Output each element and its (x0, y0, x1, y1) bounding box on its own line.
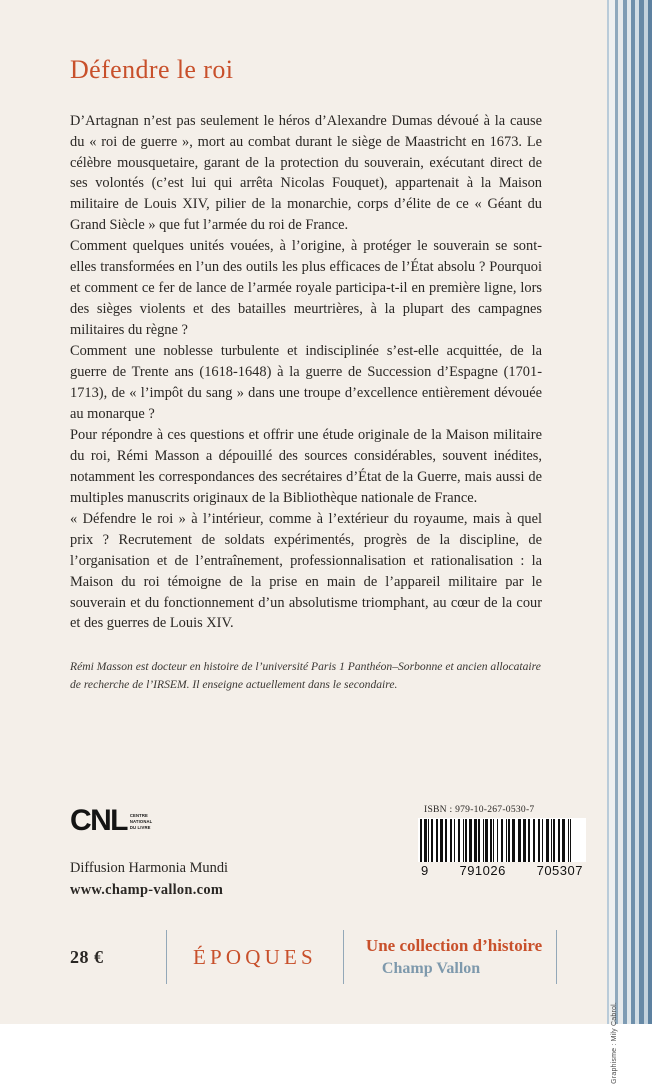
cnl-logo-mark: CNL (70, 804, 127, 837)
author-bio: Rémi Masson est docteur en histoire de l’université Paris 1 Panthéon–Sorbonne et ancien allocataire de recherche de l’IRSEM. Il enseigne actuellement dans le secondaire. (70, 660, 541, 692)
publisher-name: Champ Vallon (381, 960, 481, 977)
isbn-label: ISBN : 979-10-267-0530-7 (424, 804, 535, 815)
blurb-paragraph-3: Comment une noblesse turbulente et indisciplinée s’est-elle acquittée, de la guerre de Trente ans (1618-1648) à la guerre de Succession d’Espagne (1701-1713), de « l’impôt du sang » dans une troupe d’excellence entièrement dévouée au monarque ? (70, 343, 542, 422)
blurb-paragraph-4: Pour répondre à ces questions et offrir une étude originale de la Maison militaire du roi, Rémi Masson a dépouillé des sources considérables, souvent inédites, notamment les correspondances des secrétaires d’État de la Guerre, mais aussi de multiples manuscrits originaux de la Bibliothèque nationale de France. (70, 426, 542, 506)
barcode-digit-left: 9 (421, 863, 429, 878)
cnl-sub-line-3: DU LIVRE (129, 824, 151, 830)
book-title: Défendre le roi (70, 55, 234, 84)
blurb-paragraph-2: Comment quelques unités vouées, à l’origine, à protéger le souverain se sont-elles transformées en l’un des outils les plus efficaces de l’État absolu ? Pourquoi et comment ce fer de lance de l’armée royale participa-t-il en première ligne, lors des sièges violents et des batailles meurtrières, à la plupart des campagnes militaires du règne ? (70, 238, 542, 339)
blurb-text (70, 111, 542, 635)
publisher-website[interactable]: www.champ-vallon.com (70, 881, 224, 898)
price-label: 28 € (70, 946, 104, 967)
cnl-sub-line-2: NATIONAL (129, 819, 153, 825)
cnl-sub-line-1: CENTRE (129, 813, 148, 819)
blurb-paragraph-5: « Défendre le roi » à l’intérieur, comme à l’extérieur du royaume, mais à quel prix ? Recrutement de soldats expérimentés, progrès de la discipline, de l’organisation et de l’entraînement, professionnalisation et rationalisation : la Maison du roi témoigne de la prise en main de l’appareil militaire par le souverain et du fonctionnement d’un absolutisme triomphant, au cœur de la cour et des guerres de Louis XIV. (70, 510, 542, 632)
series-name: ÉPOQUES (193, 944, 317, 969)
designer-credit: Graphisme : Mily Cabrol. (611, 1002, 618, 1084)
collection-tagline: Une collection d’histoire (365, 936, 543, 955)
blurb-paragraph-1: D’Artagnan n’est pas seulement le héros d’Alexandre Dumas dévoué à la cause du « roi de guerre », mort au combat durant le siège de Maastricht en 1673. Le célèbre mousquetaire, garant de la protection du souverain, exécutant direct de ses volontés (c’est lui qui arrêta Nicolas Fouquet), appartenait à la Maison militaire de Louis XIV, pilier de la monarchie, corps d’élite de ce « Géant du Grand Siècle » que fut l’armée du roi de France. (70, 112, 542, 234)
spine-stripe-pattern (604, 0, 652, 1024)
barcode-digits-right: 705307 (536, 863, 583, 878)
diffusion-label: Diffusion Harmonia Mundi (70, 860, 229, 876)
barcode-digits-middle: 791026 (459, 863, 506, 878)
